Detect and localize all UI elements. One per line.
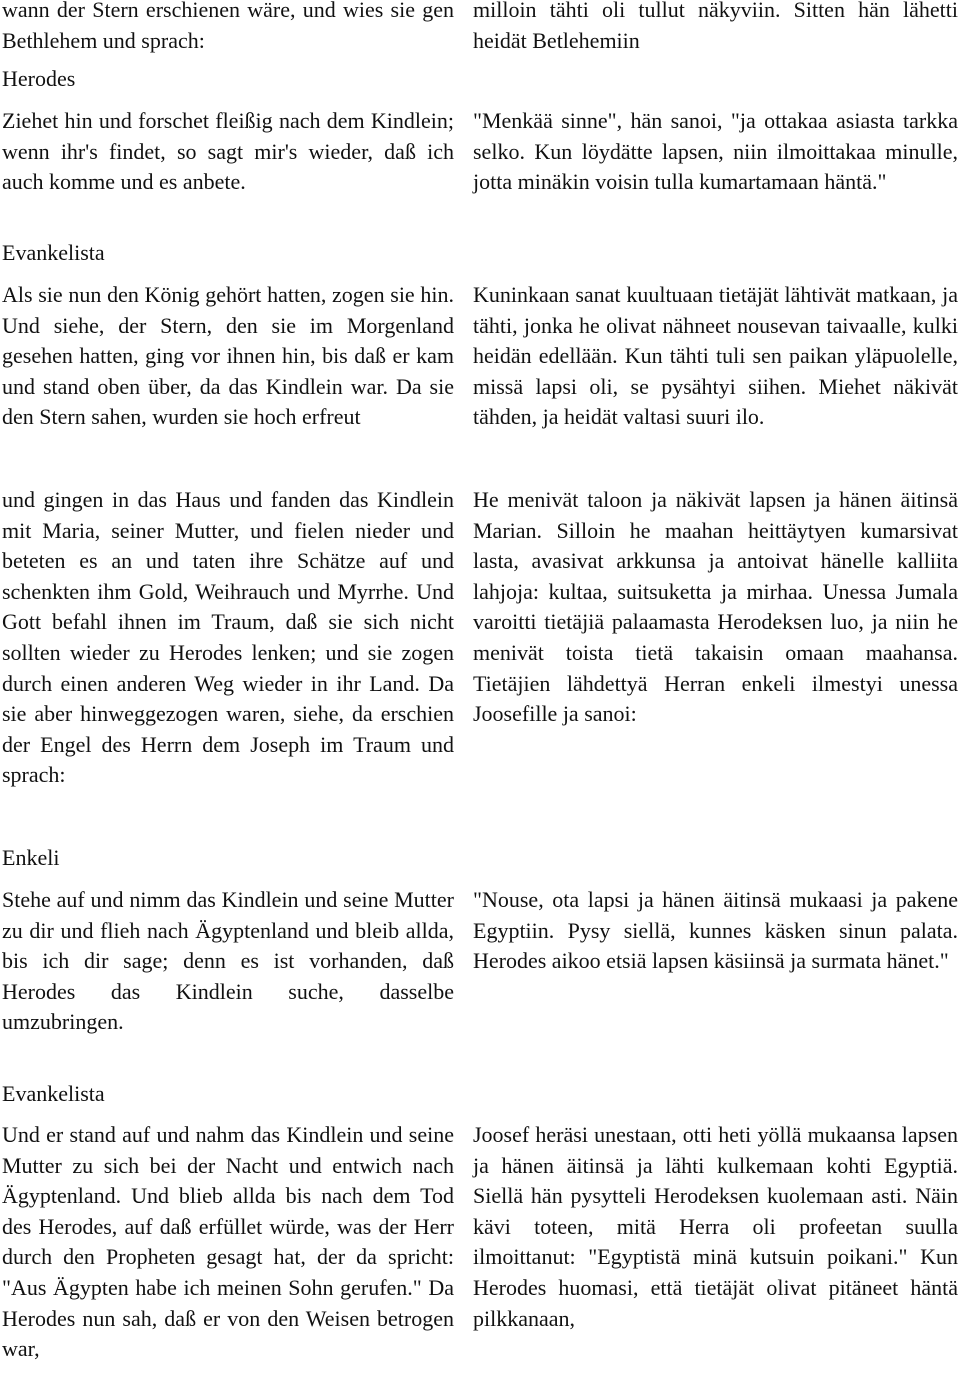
finnish-paragraph: "Menkää sinne", hän sanoi, "ja ottakaa asiasta tarkka selko. Kun löydätte lapsen, niin ilmoittakaa minulle, jotta minäkin voisin tulla kumartamaan häntä." — [473, 108, 958, 195]
finnish-paragraph: "Nouse, ota lapsi ja hänen äitinsä mukaasi ja pakene Egyptiin. Pysy siellä, kunnes käsken sinun palata. Herodes aikoo etsiä lapsen käsiinsä ja surmata hänet." — [473, 887, 958, 974]
speaker-label: Evankelista — [2, 240, 105, 265]
german-paragraph: und gingen in das Haus und fanden das Kindlein mit Maria, seiner Mutter, und fielen nieder und beteten es an und taten ihre Schätze auf und schenkten ihm Gold, Weihrauch und Myrrhe. Und Gott befahl ihnen im Traum, daß sie sich nicht sollten wieder zu Herodes lenken; und sie zogen durch einen anderen Weg wieder in ihr Land. Da sie aber hinweggezogen waren, siehe, da erschien der Engel des Herrn dem Joseph im Traum und sprach: — [2, 487, 454, 788]
german-paragraph: Stehe auf und nimm das Kindlein und seine Mutter zu dir und flieh nach Ägyptenland und bleib allda, bis ich dir sage; denn es ist vorhanden, daß Herodes das Kindlein suche, dasselbe umzubringen. — [2, 887, 454, 1035]
speaker-label: Evankelista — [2, 1081, 105, 1106]
finnish-paragraph: He menivät taloon ja näkivät lapsen ja hänen äitinsä Marian. Silloin he maahan heittäytyen kumarsivat lasta, avasivat arkkunsa ja antoivat hänelle kalliita lahjoja: kultaa, suitsuketta ja mirhaa. Unessa Jumala varoitti tietäjiä palaamasta Herodeksen luo, ja niin he menivät toista tietä takaisin omaan maahansa. Tietäjien lähdettyä Herran enkeli ilmestyi unessa Joosefille ja sanoi: — [473, 487, 958, 727]
german-paragraph: Ziehet hin und forschet fleißig nach dem Kindlein; wenn ihr's findet, so sagt mir's wieder, daß ich auch komme und es anbete. — [2, 108, 454, 195]
finnish-paragraph: Joosef heräsi unestaan, otti heti yöllä mukaansa lapsen ja hänen äitinsä ja lähti kulkemaan kohti Egyptiä. Siellä hän pysytteli Herodeksen kuolemaan asti. Näin kävi toteen, mitä Herra oli profeetan suulla ilmoittanut: "Egyptistä minä kutsuin poikani." Kun Herodes huomasi, että tietäjät olivat pitäneet häntä pilkkanaan, — [473, 1122, 958, 1331]
german-paragraph: wann der Stern erschienen wäre, und wies sie gen Bethlehem und sprach: — [2, 0, 454, 53]
finnish-paragraph: milloin tähti oli tullut näkyviin. Sitten hän lähetti heidät Betlehemiin — [473, 0, 958, 53]
speaker-label: Herodes — [2, 66, 76, 91]
finnish-paragraph: Kuninkaan sanat kuultuaan tietäjät lähtivät matkaan, ja tähti, jonka he olivat nähneet nousevan taivaalle, kulki heidän edellään. Kun tähti tuli sen paikan yläpuolelle, missä lapsi oli, se pysähtyi siihen. Miehet näkivät tähden, ja heidät valtasi suuri ilo. — [473, 282, 958, 430]
speaker-label: Enkeli — [2, 845, 60, 870]
german-paragraph: Als sie nun den König gehört hatten, zogen sie hin. Und siehe, der Stern, den sie im Morgenland gesehen hatten, ging vor ihnen hin, bis daß er kam und stand oben über, da das Kindlein war. Da sie den Stern sahen, wurden sie hoch erfreut — [2, 282, 454, 430]
german-paragraph: Und er stand auf und nahm das Kindlein und seine Mutter zu sich bei der Nacht und entwich nach Ägyptenland. Und blieb allda bis nach dem Tod des Herodes, auf daß erfüllet würde, was der Herr durch den Propheten gesagt hat, der da spricht: "Aus Ägypten habe ich meinen Sohn gerufen." Da Herodes nun sah, daß er von den Weisen betrogen war, — [2, 1122, 454, 1362]
